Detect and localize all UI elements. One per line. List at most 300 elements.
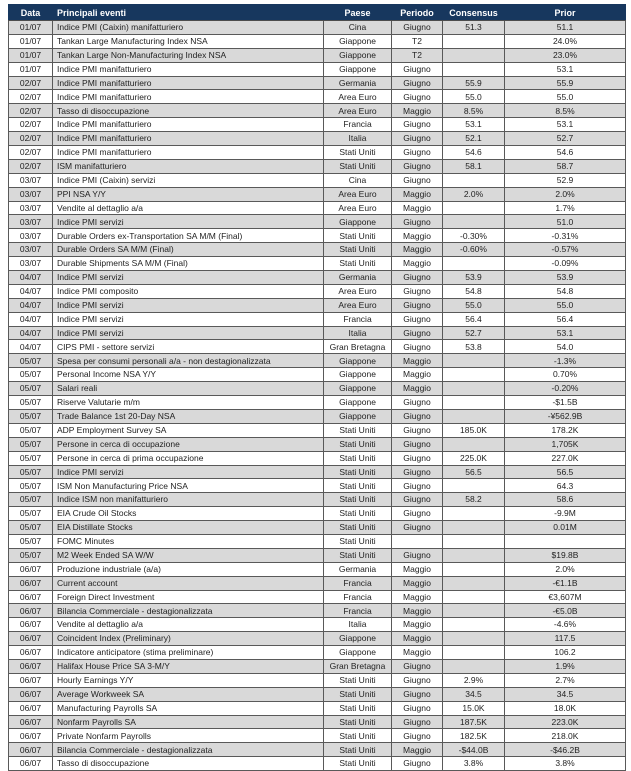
table-row <box>9 590 626 604</box>
table-row <box>9 521 626 535</box>
cell-data: 04/07 <box>9 298 53 312</box>
table-row <box>9 257 626 271</box>
cell-event: Persone in cerca di occupazione <box>53 437 324 451</box>
cell-prior: 0.70% <box>505 368 626 382</box>
table-row <box>9 479 626 493</box>
cell-consensus: 2.0% <box>443 187 505 201</box>
cell-country: Area Euro <box>324 298 392 312</box>
cell-prior: 52.9 <box>505 173 626 187</box>
cell-data: 06/07 <box>9 646 53 660</box>
cell-country: Stati Uniti <box>324 743 392 757</box>
cell-event: Riserve Valutarie m/m <box>53 396 324 410</box>
cell-data: 05/07 <box>9 382 53 396</box>
cell-country: Gran Bretagna <box>324 340 392 354</box>
table-row <box>9 340 626 354</box>
cell-prior: 52.7 <box>505 132 626 146</box>
table-row <box>9 604 626 618</box>
cell-data: 03/07 <box>9 201 53 215</box>
cell-event: Personal Income NSA Y/Y <box>53 368 324 382</box>
cell-prior: 34.5 <box>505 687 626 701</box>
table-row <box>9 159 626 173</box>
cell-consensus: 56.4 <box>443 312 505 326</box>
cell-consensus <box>443 396 505 410</box>
table-row <box>9 21 626 35</box>
cell-prior: 58.7 <box>505 159 626 173</box>
cell-consensus: 55.0 <box>443 298 505 312</box>
cell-data: 05/07 <box>9 493 53 507</box>
cell-prior: 55.9 <box>505 76 626 90</box>
cell-consensus <box>443 521 505 535</box>
cell-period: Giugno <box>392 521 443 535</box>
cell-event: Spesa per consumi personali a/a - non destagionalizzata <box>53 354 324 368</box>
cell-prior: -9.9M <box>505 507 626 521</box>
cell-country: Cina <box>324 173 392 187</box>
cell-period: Maggio <box>392 201 443 215</box>
cell-data: 01/07 <box>9 21 53 35</box>
cell-data: 03/07 <box>9 257 53 271</box>
cell-consensus <box>443 215 505 229</box>
cell-country: Stati Uniti <box>324 507 392 521</box>
table-row <box>9 90 626 104</box>
cell-prior: -¥562.9B <box>505 409 626 423</box>
cell-period: Giugno <box>392 729 443 743</box>
table-row <box>9 62 626 76</box>
cell-consensus <box>443 62 505 76</box>
table-row <box>9 757 626 771</box>
cell-period: Maggio <box>392 368 443 382</box>
cell-country: Francia <box>324 576 392 590</box>
cell-data: 05/07 <box>9 465 53 479</box>
cell-consensus <box>443 590 505 604</box>
cell-data: 06/07 <box>9 604 53 618</box>
cell-data: 06/07 <box>9 576 53 590</box>
cell-period: Giugno <box>392 132 443 146</box>
cell-country: Giappone <box>324 409 392 423</box>
cell-period: Maggio <box>392 604 443 618</box>
cell-consensus: 51.3 <box>443 21 505 35</box>
cell-data: 05/07 <box>9 423 53 437</box>
cell-event: Hourly Earnings Y/Y <box>53 673 324 687</box>
cell-event: Persone in cerca di prima occupazione <box>53 451 324 465</box>
cell-country: Giappone <box>324 396 392 410</box>
cell-event: Nonfarm Payrolls SA <box>53 715 324 729</box>
cell-country: Giappone <box>324 62 392 76</box>
cell-prior: 24.0% <box>505 34 626 48</box>
cell-data: 05/07 <box>9 409 53 423</box>
cell-country: Giappone <box>324 34 392 48</box>
cell-prior: -0.31% <box>505 229 626 243</box>
cell-data: 03/07 <box>9 243 53 257</box>
cell-event: Tasso di disoccupazione <box>53 757 324 771</box>
cell-prior: 55.0 <box>505 90 626 104</box>
cell-consensus: 56.5 <box>443 465 505 479</box>
cell-country: Stati Uniti <box>324 493 392 507</box>
table-row <box>9 715 626 729</box>
cell-prior: 1.7% <box>505 201 626 215</box>
cell-country: Stati Uniti <box>324 687 392 701</box>
cell-consensus: 53.9 <box>443 271 505 285</box>
table-row <box>9 465 626 479</box>
cell-country: Stati Uniti <box>324 451 392 465</box>
cell-country: Stati Uniti <box>324 146 392 160</box>
cell-consensus: 54.6 <box>443 146 505 160</box>
cell-country: Giappone <box>324 354 392 368</box>
cell-consensus <box>443 201 505 215</box>
cell-period: Giugno <box>392 271 443 285</box>
cell-prior: 227.0K <box>505 451 626 465</box>
cell-country: Stati Uniti <box>324 465 392 479</box>
cell-period: Giugno <box>392 159 443 173</box>
table-row <box>9 687 626 701</box>
cell-consensus <box>443 48 505 62</box>
cell-data: 06/07 <box>9 701 53 715</box>
cell-prior: $19.8B <box>505 548 626 562</box>
cell-country: Italia <box>324 326 392 340</box>
cell-consensus: 34.5 <box>443 687 505 701</box>
column-header-periodo: Periodo <box>392 5 443 21</box>
table-row <box>9 507 626 521</box>
cell-country: Germania <box>324 76 392 90</box>
cell-event: Indice PMI manifatturiero <box>53 146 324 160</box>
cell-country: Cina <box>324 21 392 35</box>
column-header-consensus: Consensus <box>443 5 505 21</box>
cell-country: Stati Uniti <box>324 521 392 535</box>
table-row <box>9 548 626 562</box>
cell-consensus <box>443 368 505 382</box>
cell-consensus <box>443 659 505 673</box>
cell-event: Average Workweek SA <box>53 687 324 701</box>
cell-consensus <box>443 632 505 646</box>
table-row <box>9 534 626 548</box>
cell-period: T2 <box>392 34 443 48</box>
cell-country: Giappone <box>324 48 392 62</box>
table-row <box>9 673 626 687</box>
cell-country: Stati Uniti <box>324 673 392 687</box>
cell-prior <box>505 534 626 548</box>
cell-country: Francia <box>324 590 392 604</box>
table-row <box>9 423 626 437</box>
cell-event: Durable Shipments SA M/M (Final) <box>53 257 324 271</box>
cell-event: M2 Week Ended SA W/W <box>53 548 324 562</box>
cell-data: 01/07 <box>9 48 53 62</box>
cell-prior: -4.6% <box>505 618 626 632</box>
cell-data: 04/07 <box>9 312 53 326</box>
cell-country: Giappone <box>324 368 392 382</box>
cell-data: 06/07 <box>9 659 53 673</box>
cell-event: Current account <box>53 576 324 590</box>
cell-data: 06/07 <box>9 743 53 757</box>
cell-data: 05/07 <box>9 368 53 382</box>
cell-period: Giugno <box>392 340 443 354</box>
cell-data: 03/07 <box>9 173 53 187</box>
cell-period: Maggio <box>392 576 443 590</box>
cell-data: 05/07 <box>9 437 53 451</box>
cell-data: 05/07 <box>9 396 53 410</box>
table-row <box>9 368 626 382</box>
cell-country: Stati Uniti <box>324 257 392 271</box>
cell-event: Indice PMI servizi <box>53 215 324 229</box>
cell-event: Indice PMI manifatturiero <box>53 118 324 132</box>
cell-prior: 2.0% <box>505 187 626 201</box>
cell-consensus: 8.5% <box>443 104 505 118</box>
cell-consensus <box>443 479 505 493</box>
cell-period: Giugno <box>392 62 443 76</box>
cell-prior: 54.0 <box>505 340 626 354</box>
cell-event: Durable Orders SA M/M (Final) <box>53 243 324 257</box>
cell-country: Giappone <box>324 632 392 646</box>
cell-event: Indice PMI manifatturiero <box>53 76 324 90</box>
cell-period: Giugno <box>392 701 443 715</box>
cell-prior: 51.0 <box>505 215 626 229</box>
cell-country: Area Euro <box>324 284 392 298</box>
cell-consensus <box>443 562 505 576</box>
cell-period: Giugno <box>392 687 443 701</box>
cell-prior: -$46.2B <box>505 743 626 757</box>
table-row <box>9 284 626 298</box>
cell-prior: €3,607M <box>505 590 626 604</box>
cell-period: T2 <box>392 48 443 62</box>
cell-country: Stati Uniti <box>324 423 392 437</box>
cell-prior: 117.5 <box>505 632 626 646</box>
cell-data: 06/07 <box>9 673 53 687</box>
cell-prior: 1,705K <box>505 437 626 451</box>
table-row <box>9 104 626 118</box>
cell-period: Maggio <box>392 632 443 646</box>
cell-prior: 53.9 <box>505 271 626 285</box>
cell-consensus: 225.0K <box>443 451 505 465</box>
cell-period: Giugno <box>392 118 443 132</box>
cell-consensus <box>443 548 505 562</box>
cell-period: Giugno <box>392 423 443 437</box>
cell-prior: 2.7% <box>505 673 626 687</box>
cell-country: Stati Uniti <box>324 729 392 743</box>
column-header-principali-eventi: Principali eventi <box>53 5 324 21</box>
cell-prior: 64.3 <box>505 479 626 493</box>
cell-data: 02/07 <box>9 90 53 104</box>
table-row <box>9 243 626 257</box>
cell-prior: -0.20% <box>505 382 626 396</box>
table-row <box>9 76 626 90</box>
table-row <box>9 173 626 187</box>
economic-events-table <box>8 4 626 771</box>
cell-data: 06/07 <box>9 618 53 632</box>
cell-event: Produzione industriale (a/a) <box>53 562 324 576</box>
cell-prior: 8.5% <box>505 104 626 118</box>
table-row <box>9 201 626 215</box>
cell-period: Giugno <box>392 409 443 423</box>
cell-consensus: 53.1 <box>443 118 505 132</box>
table-row <box>9 576 626 590</box>
table-row <box>9 326 626 340</box>
table-row <box>9 618 626 632</box>
cell-event: Coincident Index (Preliminary) <box>53 632 324 646</box>
cell-event: Indice PMI manifatturiero <box>53 62 324 76</box>
cell-period: Maggio <box>392 382 443 396</box>
cell-consensus <box>443 382 505 396</box>
cell-period: Maggio <box>392 229 443 243</box>
cell-period: Giugno <box>392 90 443 104</box>
cell-country: Stati Uniti <box>324 701 392 715</box>
cell-prior: 54.8 <box>505 284 626 298</box>
cell-prior: 51.1 <box>505 21 626 35</box>
cell-event: Private Nonfarm Payrolls <box>53 729 324 743</box>
cell-event: EIA Crude Oil Stocks <box>53 507 324 521</box>
cell-consensus: -0.30% <box>443 229 505 243</box>
cell-event: Vendite al dettaglio a/a <box>53 618 324 632</box>
cell-prior: -1.3% <box>505 354 626 368</box>
cell-consensus: 3.8% <box>443 757 505 771</box>
cell-prior: -0.09% <box>505 257 626 271</box>
cell-prior: 53.1 <box>505 62 626 76</box>
cell-country: Giappone <box>324 382 392 396</box>
cell-data: 01/07 <box>9 34 53 48</box>
cell-consensus <box>443 437 505 451</box>
cell-data: 02/07 <box>9 132 53 146</box>
table-body <box>9 21 626 771</box>
table-row <box>9 48 626 62</box>
cell-consensus: 55.9 <box>443 76 505 90</box>
cell-consensus <box>443 173 505 187</box>
table-row <box>9 118 626 132</box>
cell-consensus: 52.1 <box>443 132 505 146</box>
cell-event: ISM Non Manufacturing Price NSA <box>53 479 324 493</box>
cell-country: Stati Uniti <box>324 715 392 729</box>
cell-prior: -0.57% <box>505 243 626 257</box>
table-row <box>9 729 626 743</box>
cell-period: Giugno <box>392 465 443 479</box>
table-row <box>9 298 626 312</box>
cell-event: FOMC Minutes <box>53 534 324 548</box>
cell-data: 06/07 <box>9 757 53 771</box>
table-row <box>9 701 626 715</box>
cell-event: PPI NSA Y/Y <box>53 187 324 201</box>
cell-event: ADP Employment Survey SA <box>53 423 324 437</box>
cell-prior: 53.1 <box>505 326 626 340</box>
cell-country: Francia <box>324 312 392 326</box>
cell-period: Maggio <box>392 354 443 368</box>
cell-prior: 178.2K <box>505 423 626 437</box>
cell-data: 02/07 <box>9 146 53 160</box>
cell-prior: -$1.5B <box>505 396 626 410</box>
cell-event: Bilancia Commerciale - destagionalizzata <box>53 604 324 618</box>
cell-event: CIPS PMI - settore servizi <box>53 340 324 354</box>
cell-data: 04/07 <box>9 271 53 285</box>
cell-country: Stati Uniti <box>324 159 392 173</box>
cell-country: Area Euro <box>324 201 392 215</box>
cell-consensus: -0.60% <box>443 243 505 257</box>
cell-event: Indice PMI manifatturiero <box>53 132 324 146</box>
table-row <box>9 396 626 410</box>
cell-data: 06/07 <box>9 562 53 576</box>
cell-event: Indice PMI manifatturiero <box>53 90 324 104</box>
cell-consensus: 15.0K <box>443 701 505 715</box>
cell-data: 05/07 <box>9 548 53 562</box>
cell-event: Manufacturing Payrolls SA <box>53 701 324 715</box>
cell-data: 06/07 <box>9 729 53 743</box>
cell-period: Giugno <box>392 396 443 410</box>
cell-event: Indice PMI servizi <box>53 298 324 312</box>
cell-event: Durable Orders ex-Transportation SA M/M (Final) <box>53 229 324 243</box>
cell-period: Giugno <box>392 673 443 687</box>
cell-event: Salari reali <box>53 382 324 396</box>
cell-period: Maggio <box>392 618 443 632</box>
table-row <box>9 437 626 451</box>
cell-period: Giugno <box>392 298 443 312</box>
cell-data: 05/07 <box>9 354 53 368</box>
cell-prior: 3.8% <box>505 757 626 771</box>
cell-event: Indicatore anticipatore (stima preliminare) <box>53 646 324 660</box>
cell-data: 05/07 <box>9 521 53 535</box>
cell-country: Giappone <box>324 646 392 660</box>
cell-consensus <box>443 507 505 521</box>
table-row <box>9 354 626 368</box>
cell-country: Area Euro <box>324 104 392 118</box>
cell-country: Stati Uniti <box>324 548 392 562</box>
cell-country: Stati Uniti <box>324 534 392 548</box>
table-row <box>9 187 626 201</box>
cell-period: Giugno <box>392 659 443 673</box>
cell-country: Germania <box>324 562 392 576</box>
cell-event: Halifax House Price SA 3-M/Y <box>53 659 324 673</box>
cell-consensus: 187.5K <box>443 715 505 729</box>
cell-prior: 18.0K <box>505 701 626 715</box>
cell-data: 03/07 <box>9 187 53 201</box>
cell-country: Germania <box>324 271 392 285</box>
economic-calendar <box>8 4 626 771</box>
cell-event: Tankan Large Non-Manufacturing Index NSA <box>53 48 324 62</box>
table-row <box>9 382 626 396</box>
cell-event: Tasso di disoccupazione <box>53 104 324 118</box>
cell-data: 04/07 <box>9 340 53 354</box>
cell-consensus <box>443 257 505 271</box>
cell-data: 06/07 <box>9 715 53 729</box>
column-header-data: Data <box>9 5 53 21</box>
cell-prior: 223.0K <box>505 715 626 729</box>
cell-prior: 23.0% <box>505 48 626 62</box>
cell-country: Stati Uniti <box>324 243 392 257</box>
cell-event: Indice PMI servizi <box>53 312 324 326</box>
cell-period: Giugno <box>392 284 443 298</box>
cell-data: 06/07 <box>9 590 53 604</box>
cell-period <box>392 534 443 548</box>
cell-event: Foreign Direct Investment <box>53 590 324 604</box>
cell-consensus <box>443 34 505 48</box>
cell-period: Maggio <box>392 104 443 118</box>
cell-period: Maggio <box>392 243 443 257</box>
cell-prior: 1.9% <box>505 659 626 673</box>
cell-period: Maggio <box>392 590 443 604</box>
cell-country: Giappone <box>324 215 392 229</box>
table-row <box>9 493 626 507</box>
cell-period: Giugno <box>392 479 443 493</box>
cell-period: Giugno <box>392 173 443 187</box>
cell-country: Stati Uniti <box>324 479 392 493</box>
cell-event: Trade Balance 1st 20-Day NSA <box>53 409 324 423</box>
table-row <box>9 646 626 660</box>
cell-prior: 56.5 <box>505 465 626 479</box>
cell-country: Francia <box>324 118 392 132</box>
cell-period: Giugno <box>392 215 443 229</box>
table-row <box>9 409 626 423</box>
cell-event: ISM manifatturiero <box>53 159 324 173</box>
cell-period: Giugno <box>392 757 443 771</box>
cell-consensus <box>443 604 505 618</box>
cell-data: 01/07 <box>9 62 53 76</box>
table-row <box>9 659 626 673</box>
cell-consensus: -$44.0B <box>443 743 505 757</box>
table-row <box>9 271 626 285</box>
cell-event: EIA Distillate Stocks <box>53 521 324 535</box>
